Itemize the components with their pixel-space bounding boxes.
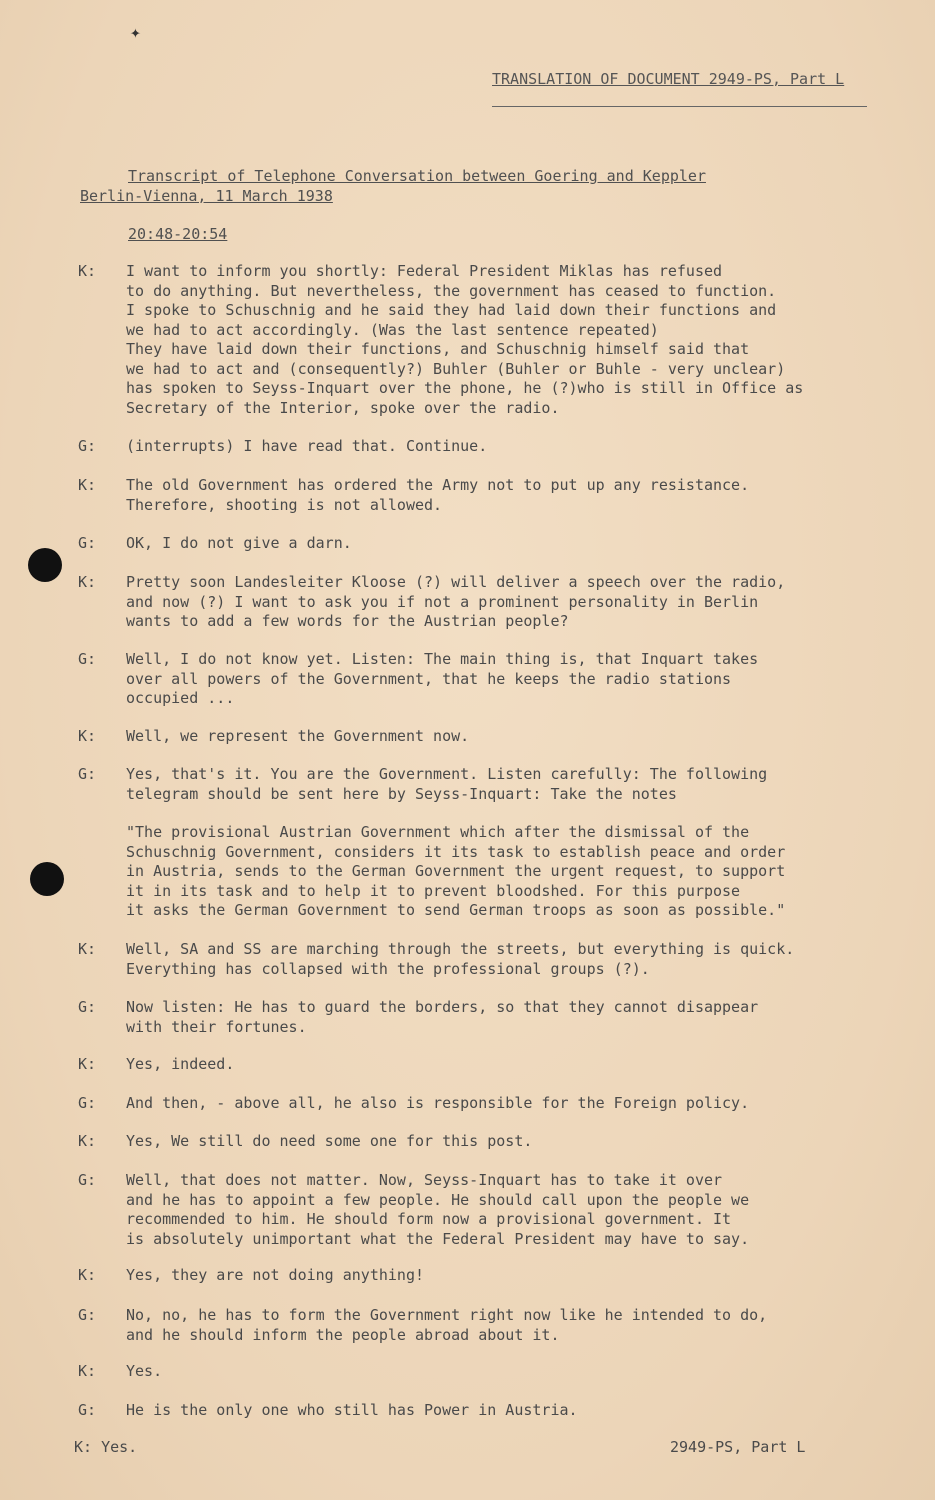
- dialogue-text: Well, I do not know yet. Listen: The main thing is, that Inquart takes over all powers of the Government, that he keeps the radio stations occupied ...: [126, 650, 759, 707]
- dialogue-text: Well, SA and SS are marching through the streets, but everything is quick. Everything has collapsed with the professional groups (?).: [126, 940, 795, 978]
- speaker-label: G:: [78, 765, 97, 783]
- dialogue-text: Pretty soon Landesleiter Kloose (?) will deliver a speech over the radio, and now (?) I want to ask you if not a prominent personality in Berlin wants to add a few words for the Austrian people?: [126, 573, 786, 630]
- speaker-label: G:: [78, 534, 97, 552]
- speaker-label: G:: [78, 1306, 97, 1324]
- footer-document-id: 2949-PS, Part L: [670, 1438, 806, 1456]
- speaker-label: G:: [78, 437, 97, 455]
- dialogue-text: OK, I do not give a darn.: [126, 534, 352, 552]
- dialogue-text: Well, that does not matter. Now, Seyss-Inquart has to take it over and he has to appoint a few people. He should call upon the people we recommended to him. He should form now a provisional government. It is absolutely unimportant what the Federal President may have to say.: [126, 1171, 750, 1248]
- dialogue-text: Now listen: He has to guard the borders, so that they cannot disappear with their fortunes.: [126, 998, 759, 1036]
- speaker-label: K:: [78, 1266, 97, 1284]
- dialogue-text: I want to inform you shortly: Federal President Miklas has refused to do anything. But nevertheless, the government has ceased to function. I spoke to Schuschnig and he said they had laid down their functions and we had to act accordingly. (Was the last sentence repeated) They have laid down their functions, and Schuschnig himself said that we had to act and (consequently?) Buhler (Buhler or Buhle - very unclear) has spoken to Seyss-Inquart over the phone, he (?)who is still in Office as Secretary of the Interior, spoke over the radio.: [126, 262, 804, 417]
- dialogue-text: Yes, that's it. You are the Government. Listen carefully: The following telegram should be sent here by Seyss-Inquart: Take the notes: [126, 765, 768, 803]
- footer-continuation: K: Yes.: [74, 1438, 138, 1456]
- document-header: TRANSLATION OF DOCUMENT 2949-PS, Part L: [492, 70, 845, 88]
- title-line-2: Berlin-Vienna, 11 March 1938: [80, 187, 333, 205]
- speaker-label: G:: [78, 650, 97, 668]
- punch-hole-top: [28, 548, 62, 582]
- dialogue-text: (interrupts) I have read that. Continue.: [126, 437, 488, 455]
- speaker-label: K:: [78, 727, 97, 745]
- speaker-label: K:: [78, 573, 97, 591]
- dialogue-text: Yes.: [126, 1362, 163, 1380]
- dialogue-text: Well, we represent the Government now.: [126, 727, 470, 745]
- speaker-label: K:: [78, 1132, 97, 1150]
- punch-hole-bottom: [30, 862, 64, 896]
- telegram-quote: "The provisional Austrian Government which after the dismissal of the Schuschnig Government, considers it its task to establish peace and order in Austria, sends to the German Government the urgent request, to support it in its task and to help it to prevent bloodshed. For this purpose it asks the German Government to send German troops as soon as possible.": [126, 823, 786, 919]
- speaker-label: K:: [78, 940, 97, 958]
- speaker-label: K:: [78, 1362, 97, 1380]
- dialogue-text: He is the only one who still has Power in Austria.: [126, 1401, 578, 1419]
- dialogue-text: Yes, they are not doing anything!: [126, 1266, 425, 1284]
- dialogue-text: The old Government has ordered the Army not to put up any resistance. Therefore, shooting is not allowed.: [126, 476, 750, 514]
- speaker-label: K:: [78, 1055, 97, 1073]
- speaker-label: G:: [78, 998, 97, 1016]
- header-rule: [492, 106, 867, 107]
- dialogue-text: And then, - above all, he also is responsible for the Foreign policy.: [126, 1094, 750, 1112]
- speaker-label: G:: [78, 1171, 97, 1189]
- speaker-label: G:: [78, 1401, 97, 1419]
- time-range: 20:48-20:54: [128, 225, 228, 243]
- dialogue-text: Yes, We still do need some one for this post.: [126, 1132, 533, 1150]
- pen-mark: ✦: [130, 22, 141, 43]
- speaker-label: G:: [78, 1094, 97, 1112]
- dialogue-text: No, no, he has to form the Government right now like he intended to do, and he should inform the people abroad about it.: [126, 1306, 768, 1344]
- dialogue-text: Yes, indeed.: [126, 1055, 235, 1073]
- title-line-1: Transcript of Telephone Conversation between Goering and Keppler: [128, 167, 706, 185]
- speaker-label: K:: [78, 476, 97, 494]
- speaker-label: K:: [78, 262, 97, 280]
